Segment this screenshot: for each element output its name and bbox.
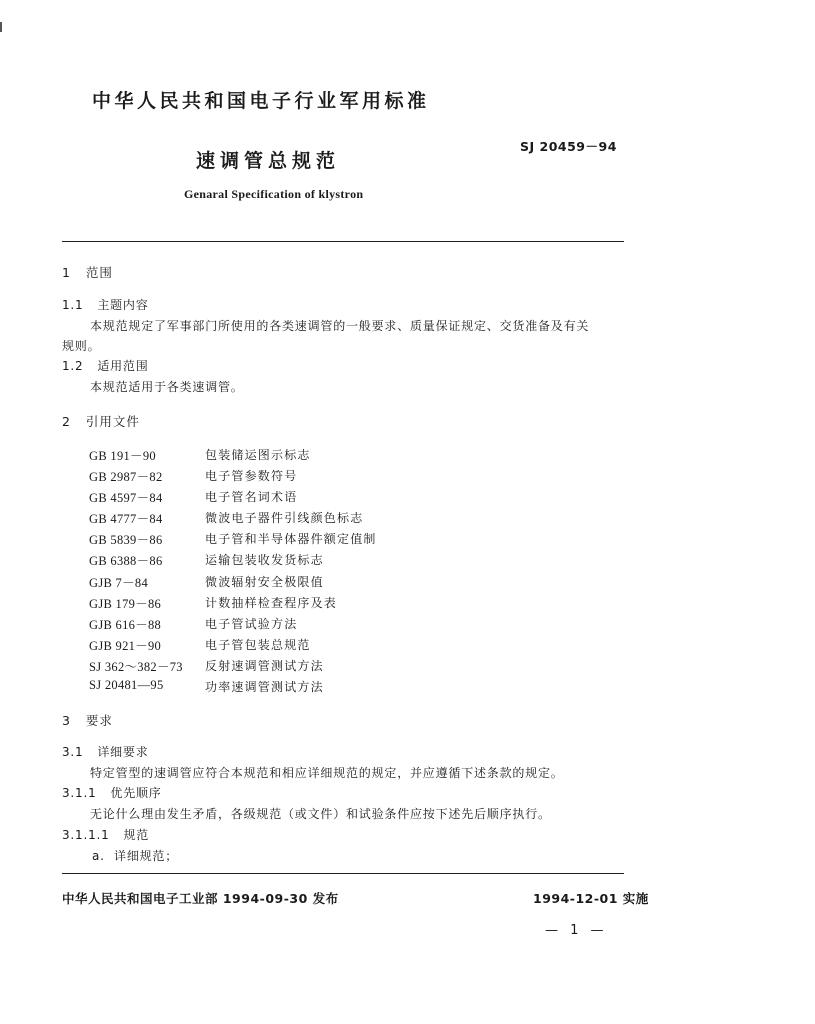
section-1-1-heading (62, 297, 149, 313)
document-title-en: Genaral Specification of klystron (184, 187, 364, 201)
paragraph: 无论什么理由发生矛盾，各级规范（或文件）和试验条件应按下述先后顺序执行。 (90, 807, 551, 821)
section-title: 主题内容 (97, 298, 149, 312)
paragraph: 规则。 (62, 339, 101, 353)
reference-code: GB 191－90 (89, 449, 156, 463)
section-title: 适用范围 (97, 359, 149, 373)
scan-mark (0, 22, 2, 32)
section-3-1-1-heading (62, 785, 162, 801)
list-item-a (92, 848, 178, 864)
reference-code: GJB 7－84 (89, 576, 149, 590)
section-number: 1.1 (62, 298, 84, 312)
section-title: 优先顺序 (110, 786, 162, 800)
section-3-heading (62, 711, 113, 729)
page-number: — 1 — (545, 923, 608, 938)
section-1-heading (62, 263, 113, 281)
reference-title: 反射速调管测试方法 (205, 659, 324, 673)
reference-title: 运输包装收发货标志 (205, 553, 324, 567)
reference-title: 微波电子器件引线颜色标志 (205, 511, 364, 525)
section-number: 1 (62, 265, 71, 280)
section-3-1-1-1-heading (62, 827, 149, 843)
section-number: 3.1.1.1 (62, 828, 110, 842)
section-1-2-heading (62, 358, 149, 374)
reference-title: 微波辐射安全极限值 (205, 575, 324, 589)
document-title-cn: 速调管总规范 (196, 150, 341, 172)
paragraph: 特定管型的速调管应符合本规范和相应详细规范的规定，并应遵循下述条款的规定。 (90, 766, 564, 780)
footer-divider (62, 873, 624, 874)
reference-code: GB 4597－84 (89, 491, 163, 505)
section-number: 3.1 (62, 745, 84, 759)
reference-title: 电子管包装总规范 (205, 638, 311, 652)
section-3-1-heading (62, 744, 149, 760)
reference-title: 包装储运图示标志 (205, 448, 311, 462)
reference-title: 功率速调管测试方法 (205, 680, 324, 694)
section-title: 范围 (85, 265, 113, 280)
issuing-organization-line: 中华人民共和国电子行业军用标准 (92, 90, 430, 112)
reference-code: GB 2987－82 (89, 470, 163, 484)
section-title: 引用文件 (85, 414, 140, 429)
reference-code: GB 5839－86 (89, 533, 163, 547)
section-title: 要求 (85, 713, 113, 728)
reference-title: 电子管试验方法 (205, 617, 298, 631)
section-number: 2 (62, 414, 71, 429)
section-number: 1.2 (62, 359, 84, 373)
list-item-label: a. (92, 849, 105, 863)
section-number: 3 (62, 713, 71, 728)
section-number: 3.1.1 (62, 786, 97, 800)
reference-title: 电子管名词术语 (205, 490, 298, 504)
reference-code: GJB 921－90 (89, 639, 162, 653)
reference-code: GJB 179－86 (89, 597, 162, 611)
reference-title: 电子管和半导体器件额定值制 (205, 532, 377, 546)
reference-title: 电子管参数符号 (205, 469, 298, 483)
issued-line: 中华人民共和国电子工业部 1994-09-30 发布 (62, 891, 339, 906)
list-item-text: 详细规范； (114, 849, 179, 863)
section-title: 详细要求 (97, 745, 149, 759)
section-title: 规范 (123, 828, 150, 842)
paragraph: 本规范适用于各类速调管。 (90, 380, 244, 394)
header-divider (62, 241, 624, 242)
reference-code: SJ 20481—95 (89, 678, 164, 692)
reference-code: SJ 362～382－73 (89, 660, 183, 674)
reference-code: GJB 616－88 (89, 618, 162, 632)
standard-number: SJ 20459－94 (520, 139, 617, 154)
paragraph: 本规范规定了军事部门所使用的各类速调管的一般要求、质量保证规定、交货准备及有关 (90, 319, 590, 333)
reference-code: GB 4777－84 (89, 512, 163, 526)
reference-code: GB 6388－86 (89, 554, 163, 568)
section-2-heading (62, 412, 140, 430)
effective-line: 1994-12-01 实施 (533, 891, 649, 906)
reference-title: 计数抽样检查程序及表 (205, 596, 338, 610)
